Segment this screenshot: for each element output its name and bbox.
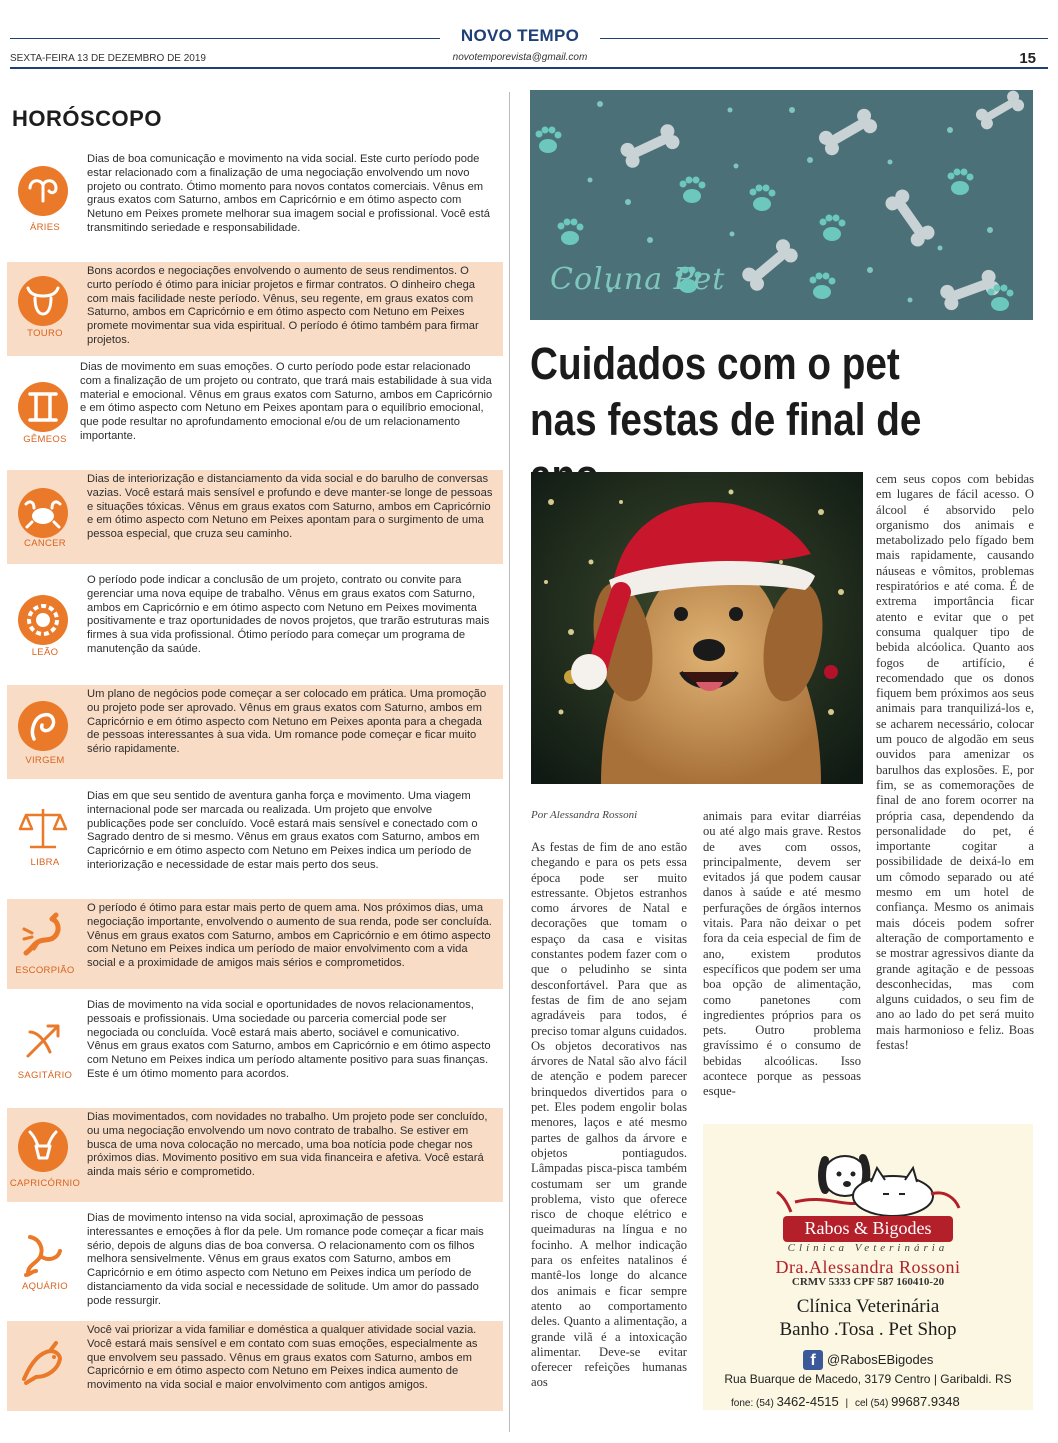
sign-text: Um plano de negócios pode começar a ser colocado em prática. Uma promoção ou projeto pode ser aprovado. Vênus em graus exatos com Saturno, ambos em Capricórnio e em ótimo aspecto com Netuno em Peixes aponta para a chegada de pessoas interessantes à sua vida. Um romance pode começar e ficar muito sério rapidamente. (87, 688, 487, 756)
sign-cancer (7, 470, 503, 564)
ad-phone-row: fone: (54) 3462-4515 | cel (54) 99687.9348 (731, 1394, 960, 1409)
sign-text: Dias de movimento intenso na vida social, aproximação de pessoas interessantes e emoções à flor da pele. Um romance pode começar a ficar mais sério, depois de alguns dias de boa conversa. O relacionamento com os filhos melhora sensivelmente. Vênus em graus exatos com Saturno, ambos em Capricórnio e em ótimo aspecto com Netuno em Peixes indica um período de distanciamento da vida social e necessidade de solitude. Um amor do passado pode ressurgir. (87, 1212, 484, 1307)
sign-name: ÁRIES (29, 222, 60, 233)
fish-icon (16, 1337, 70, 1391)
sign-text: Dias de movimento na vida social e oportunidades de novos relacionamentos, pessoais e profissionais. Uma sociedade ou parceria comercial pode ser negociada ou concluída. Você estará mais aberto, sociável e comunicativo. Vênus em graus exatos com Saturno, ambos em Capricórnio e em ótimo aspecto com Netuno em Peixes indica um período altamente positivo para suas finanças. Este é um ótimo momento para acordos. (87, 999, 491, 1080)
sign-libra (7, 787, 503, 893)
sign-name: AQUÁRIO (22, 1281, 68, 1292)
article-headline: Cuidados com o pet nas festas de final de (530, 338, 922, 445)
scales-icon (16, 801, 70, 855)
sign-name: GÊMEOS (23, 434, 67, 445)
bow-arrow-icon (16, 1014, 70, 1068)
masthead-email: novotemporevista@gmail.com (452, 52, 588, 63)
goat-icon (16, 1120, 70, 1174)
sign-name: VIRGEM (25, 755, 65, 766)
sign-text: Você vai priorizar a vida familiar e doméstica a qualquer atividade social vazia. Você estará mais sensível e em contato com suas emoções, especialmente as que envolvem seu passado. Vênus em graus exatos com Saturno, ambos em Capricórnio e em ótimo aspecto com Netuno em Peixes indica aumento de movimento na vida social e maior envolvimento com antigos amigos. (87, 1324, 478, 1392)
page-number: 15 (1019, 50, 1036, 67)
dog-santa-hat-photo (531, 472, 863, 784)
facebook-icon: f (803, 1350, 823, 1370)
sign-name: LIBRA (30, 857, 60, 868)
ad-subtitle: Clínica Veterinária (787, 1242, 949, 1254)
water-bearer-icon (16, 1229, 70, 1283)
sign-leo (7, 571, 503, 677)
dog-illustration (531, 472, 863, 784)
scorpion-icon (16, 909, 70, 963)
sign-text: Bons acordos e negociações envolvendo o aumento de seus rendimentos. O curto período é ótimo para iniciar projetos e firmar contratos. O dinheiro chega com mais facilidade neste período. Vênus, seu regente, em graus exatos com Saturno, ambos em Capricórnio e em ótimo aspecto com Netuno em Peixes promete movimentar sua vida espiritual. O período é ótimo também para firmar projetos. (87, 265, 479, 346)
ad-line1: Clínica Veterinária (796, 1296, 940, 1317)
sign-name: SAGITÁRIO (17, 1070, 73, 1081)
lion-icon (16, 593, 70, 647)
dog-cat-logo-icon (775, 1132, 965, 1228)
bull-icon (16, 274, 70, 328)
twins-icon (16, 380, 70, 434)
sign-text: Dias de movimento em suas emoções. O curto período pode estar relacionado com a finalização de um projeto ou contrato, que trará mais estabilidade à sua vida material e emocional. Vênus em graus exatos com Saturno, ambos em Capricórnio e em ótimo aspecto com Netuno em Peixes apontam para o equilíbrio emocional, que pode resultar no aprofundamento emocional e/ou de um relacionamento importante. (80, 361, 493, 442)
vet-clinic-ad (703, 1124, 1033, 1410)
ad-line2: Banho .Tosa . Pet Shop (779, 1319, 957, 1340)
sign-name: ESCORPIÃO (15, 965, 75, 976)
article-column-1: As festas de fim de ano estão chegando e para os pets essa época pode ser muito estressante. Objetos estranhos como árvores de Natal e decorações que tomam o espaço da casa e visitas constantes podem fazer com o que o peludinho se sinta desconfortável. Para que as festas de fim de ano sejam agradáveis para todos, é preciso tomar alguns cuidados. Os objetos decorativos nas árvores de Natal são alvo fácil de atenção e podem parecer brinquedos divertidos para o pet. Eles podem engolir bolas menores, laços e até mesmo partes de galhos da árvore e objetos pontiagudos. Lâmpadas pisca-pisca também costumam ser um grande problema, visto que oferece risco de choque elétrico e queimaduras na língua e no focinho. A melhor indicação para os enfeites natalinos é mantê-los longe do alcance dos animais e ficar sempre atento ao comportamento deles. Quanto a alimentação, a grande vilã é a intoxicação alimentar. Deve-se evitar oferecer refeições humanas aos (531, 840, 687, 1390)
sign-taurus (7, 262, 503, 356)
sign-aquarius (7, 1209, 503, 1315)
phone-label: fone: (54) (731, 1398, 774, 1409)
article-column-3: cem seus copos com bebidas em lugares de fácil acesso. O álcool é absorvido pelo organismo dos animais e metabolizado pelo fígado bem mais rapidamente, causando náuseas e vômitos, problemas respiratórios e até coma. É de extrema importância ficar atento e evitar que o pet consuma qualquer tipo de bebida alcóolica. Quanto aos fogos de artifício, é recomendado que os donos fiquem bem próximos aos seus animais para tranquilizá-los e, se acharem necessário, colocar um pouco de algodão em seus ouvidos para amenizar os barulhos das explosões. E, por fim, se as comemorações de final de ano forem ocorrer na própria casa, dependendo da personalidade do pet, é importante cogitar a possibilidade de deixá-lo em um cômodo separado ou até mesmo em um hotel de confiança. Mesmo os animais mais dóceis podem sofrer alteração de comportamento e se mostrar agressivos diante da grande agitação e de pessoas desconhecidas, mas com alguns cuidados, o seu fim de ano ao lado do pet será muito mais harmonioso e feliz. Boas festas! (876, 472, 1034, 1052)
ad-doctor: Dra.Alessandra Rossoni (775, 1257, 961, 1277)
sign-text: Dias de interiorização e distanciamento da vida social e do barulho de conversas vazias. Você estará mais sensível e profundo e deve manter-se longe de pessoas e situações tóxicas. Vênus em graus exatos com Saturno, ambos em Capricórnio e em ótimo aspecto com Netuno em Peixes apontam para o surgimento de uma pessoa especial, que cruza seu caminho. (87, 473, 493, 541)
crab-icon (16, 486, 70, 540)
article-byline: Por Alessandra Rossoni (531, 809, 638, 821)
masthead-rule-bottom (10, 67, 1048, 69)
sign-scorpio (7, 899, 503, 989)
sign-gemini (7, 358, 503, 468)
sign-virgo (7, 685, 503, 779)
sign-text: Dias movimentados, com novidades no trabalho. Um projeto pode ser concluído, ou uma negociação envolvendo um novo contrato de trabalho. Se estiver em busca de uma nova colocação no mercado, uma boa notícia pode chegar nos próximos dias. Movimento positivo em sua vida financeira e afetiva. Você estará ainda mais sério e comprometido. (87, 1111, 488, 1179)
sign-name: LEÃO (31, 647, 59, 658)
banner-label: Coluna Pet (550, 262, 726, 297)
sign-name: TOURO (27, 328, 63, 339)
sign-text: Dias em que seu sentido de aventura ganha força e movimento. Uma viagem internacional pode ser marcada ou realizada. Um projeto que envolve publicações pode ser concluído. Você estará mais sensível e conectado com o Sagrado dentro de si mesmo. Vênus em graus exatos com Saturno, ambos em Capricórnio e em ótimo aspecto com Netuno em Peixes indica um período de interiorização e necessidade de estar mais perto dos seus. (87, 790, 480, 871)
ad-brand: Rabos & Bigodes (804, 1218, 932, 1238)
ram-icon (16, 164, 70, 218)
sign-name: CAPRICÓRNIO (9, 1178, 81, 1189)
cel-label: cel (54) (854, 1398, 889, 1409)
cel-number: 99687.9348 (891, 1394, 960, 1409)
sign-name: CANCER (24, 538, 66, 549)
ad-address: Rua Buarque de Macedo, 3179 Centro | Garibaldi. RS (724, 1372, 1012, 1386)
masthead-date: SEXTA-FEIRA 13 DE DEZEMBRO DE 2019 (10, 53, 206, 64)
masthead-title: NOVO TEMPO (440, 26, 600, 46)
article-column-2: animais para evitar diarréias ou até algo mais grave. Restos de aves com ossos, principalmente, devem ser evitados já que podem causar danos à saúde e até mesmo perfurações de órgãos internos vitais. Para não deixar o pet fora da ceia especial de fim de ano, existem produtos específicos que podem ser uma boa opção de alimentação, como panetones com ingredientes próprios para os pets. Outro problema gravíssimo é o consumo de bebidas alcoólicas. Isso acontece porque as pessoas esque- (703, 809, 861, 1099)
sign-pisces (7, 1321, 503, 1411)
sign-aries (7, 150, 503, 260)
sign-sagittarius (7, 996, 503, 1102)
column-divider (509, 92, 510, 1432)
ad-crmv: CRMV 5333 CPF 587 160410-20 (791, 1276, 945, 1288)
sign-capricorn (7, 1108, 503, 1202)
sign-text: O período pode indicar a conclusão de um projeto, contrato ou convite para gerenciar uma nova equipe de trabalho. Vênus em graus exatos com Saturno, ambos em Capricórnio e em ótimo aspecto com Netuno em Peixes movimenta positivamente e traz oportunidades de novos projetos, que trarão estruturas mais firmes à sua vida profissional. Ótimo período para começar um programa de manutenção da saúde. (87, 574, 490, 655)
virgin-icon (16, 699, 70, 753)
horoscope-title: HORÓSCOPO (12, 106, 162, 131)
ad-facebook[interactable]: @RabosEBigodes (827, 1352, 934, 1367)
sign-text: Dias de boa comunicação e movimento na vida social. Este curto período pode estar relacionado com a finalização de uma negociação envolvendo um novo projeto ou contrato. Ótimo momento para novos contatos comerciais. Vênus em graus exatos com Saturno, ambos em Capricórnio e em ótimo aspecto com Netuno em Peixes promete melhorar sua imagem social e profissional. Você está transmitindo seriedade e responsabilidade. (87, 153, 490, 234)
phone-number: 3462-4515 (776, 1394, 839, 1409)
sign-text: O período é ótimo para estar mais perto de quem ama. Nos próximos dias, uma negociação importante, envolvendo o aumento de sua renda, pode ser concluída. Vênus em graus exatos com Saturno, ambos em Capricórnio e em ótimo aspecto com Netuno em Peixes indica um período de maior envolvimento com a vida social e a proximidade de amigos mais sérios e comprometidos. (87, 902, 492, 970)
coluna-pet-banner (530, 90, 1033, 320)
